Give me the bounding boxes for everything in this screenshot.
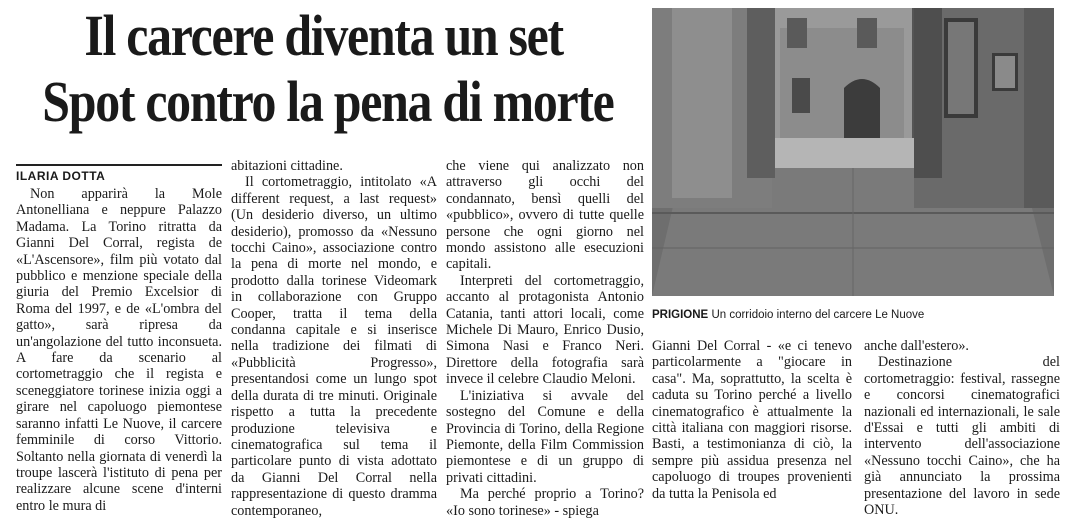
photo-image	[652, 8, 1054, 296]
article-column-2	[231, 158, 437, 519]
paragraph: che viene qui analizzato non attraverso gli occhi del condannato, bensì quelli del «pubblico», ovvero di tutte quelle persone che ogni giorno nel mondo assistono alle esecuzioni capitali.	[446, 158, 644, 273]
byline: ILARIA DOTTA	[16, 164, 222, 183]
paragraph: L'iniziativa si avvale del sostegno del Comune e della Provincia di Torino, della Regione Piemonte, della Film Commission piemontese e di un gruppo di privati cittadini.	[446, 387, 644, 486]
paragraph: Il cortometraggio, intitolato «A different request, a last request» (Un desiderio diverso, un ultimo desiderio), promosso da «Nessuno tocchi Caino», associazione contro la pena di morte nel mondo, e prodotto dalla torinese Videomark in collaborazione con Gruppo Cooper, tratta il tema della condanna capitale e si inserisce nella tradizione dei filmati di «Pubblicità Progresso», presentandosi come un lungo spot della durata di tre minuti. Originale rispetto a tutta la precedente produzione televisiva e cinematografica sul tema il particolare punto di vista adottato da Gianni Del Corral nella rappresentazione di questo dramma contemporaneo,	[231, 174, 437, 519]
headline-line-2: Spot contro la pena di morte	[42, 69, 614, 134]
article-column-1	[16, 186, 222, 514]
paragraph: Ma perché proprio a Torino? «Io sono torinese» - spiega	[446, 486, 644, 519]
paragraph: anche dall'estero».	[864, 338, 969, 354]
prison-corridor-photo	[652, 8, 1054, 296]
caption-label: PRIGIONE	[652, 309, 709, 321]
paragraph: abitazioni cittadine.	[231, 158, 343, 174]
paragraph: Destinazione del cortometraggio: festival, rassegne e concorsi cinematografici nazionali ed internazionali, le sale d'Essai e tutti gli ambiti di intervento dell'associazione «Nessuno tocchi Caino», che ha già annunciato la prossima presentazione del lavoro in sede ONU.	[864, 354, 1060, 519]
article-column-3	[446, 158, 644, 519]
paragraph: Gianni Del Corral - «e ci tenevo particolarmente a "giocare in casa". Ma, soprattutto, la scelta è caduta su Torino perché a livello cinematografico è attualmente la città italiana con maggiori risorse. Basti, a testimonianza di ciò, la sempre più assidua presenza nel capoluogo di troupes provenienti da tutta la Penisola ed	[652, 338, 852, 502]
article-column-5	[864, 338, 1060, 518]
article-column-4	[652, 338, 852, 502]
headline-line-1: Il carcere diventa un set	[84, 3, 563, 68]
paragraph: Non apparirà la Mole Antonelliana e neppure Palazzo Madama. La Torino ritratta da Gianni Del Corral, regista de «L'Ascensore», film più votato dal pubblico e menzione speciale della giuria del Premio Excelsior di Roma del 1997, e de «L'ombra del gatto», sarà ripresa da un'angolazione del tutto inconsueta. A fare da scenario al cortometraggio che il regista e sceneggiatore torinese inizia oggi a girare nel capoluogo piemontese saranno infatti Le Nuove, il carcere femminile di corso Vittorio. Soltanto nella giornata di venerdì la troupe lascerà l'istituto di pena per realizzare alcune scene d'interni entro le mura di	[16, 186, 222, 514]
photo-caption	[652, 308, 1057, 322]
paragraph: Interpreti del cortometraggio, accanto al protagonista Antonio Catania, tanti attori locali, come Michele Di Mauro, Enrico Dusio, Simona Nasi e Franco Neri. Direttore della fotografia sarà invece il celebre Claudio Meloni.	[446, 272, 644, 388]
caption-text: Un corridoio interno del carcere Le Nuove	[711, 309, 925, 321]
